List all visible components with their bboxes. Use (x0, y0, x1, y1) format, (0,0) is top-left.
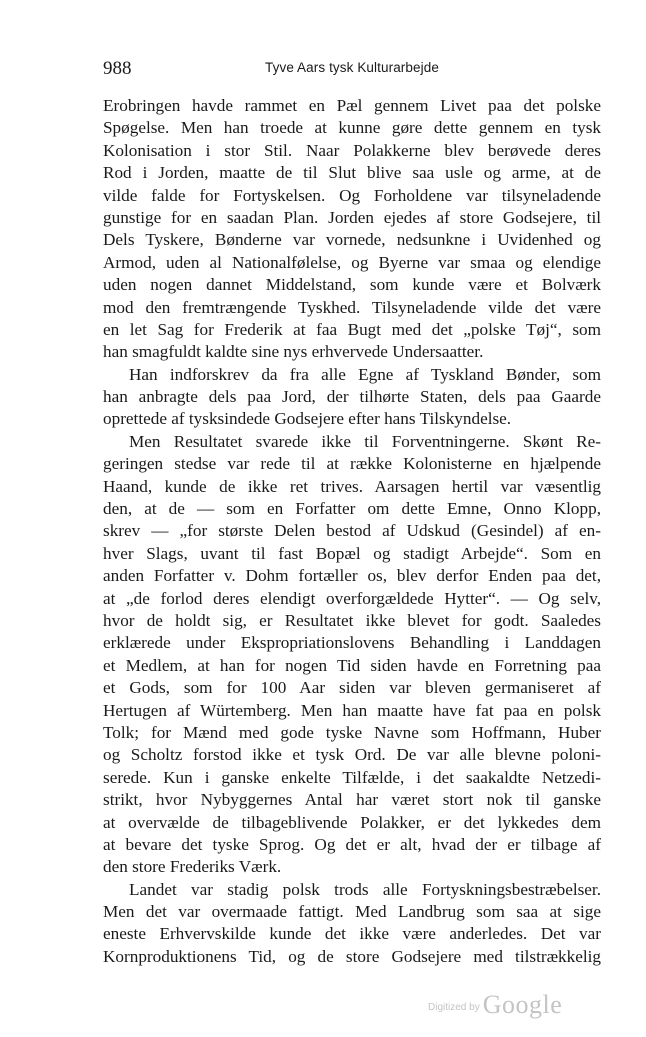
google-logo: Google (482, 990, 563, 1019)
text-line: en let Sag for Frederik at faa Bugt med det „polske Tøj“, som (103, 319, 601, 339)
text-line: uden nogen dannet Middelstand, som kunde være et Bolværk (103, 275, 601, 295)
text-line: Rod i Jorden, maatte de til Slut blive saa usle og arme, at de (103, 163, 601, 183)
text-line: Han indforskrev da fra alle Egne af Tyskland Bønder, som (129, 364, 601, 384)
text-line: Kolonisation i stor Stil. Naar Polakkerne blev berøvede deres (103, 140, 601, 160)
text-line: hvor de holdt sig, er Resultatet ikke blevet for godt. Saaledes (103, 610, 601, 630)
text-line: Men det var overmaade fattigt. Med Landbrug som saa at sige (103, 902, 601, 922)
text-line: Haand, kunde de ikke ret trives. Aarsagen hertil var væsentlig (103, 476, 601, 496)
text-line: Erobringen havde rammet en Pæl gennem Livet paa det polske (103, 96, 601, 115)
text-line: gunstige for en saadan Plan. Jorden ejedes af store Godsejere, til (103, 207, 601, 227)
text-line: den store Frederiks Værk. (103, 857, 282, 877)
text-line: Landet var stadig polsk trods alle Fortyskningsbestræbelser. (129, 879, 601, 899)
text-line: han smagfuldt kaldte sine nys erhvervede Undersaatter. (103, 342, 484, 362)
text-line: at „de forlod deres elendigt overforgældede Hytter“. — Og selv, (103, 588, 601, 608)
body-text (103, 95, 601, 968)
text-line: et Medlem, at han for nogen Tid siden havde en Forretning paa (103, 655, 601, 675)
text-line: geringen stedse var rede til at række Kolonisterne en hjælpende (103, 454, 601, 474)
text-line: oprettede af tysksindede Godsejere efter hans Tilskyndelse. (103, 409, 512, 429)
text-line: vilde falde for Fortyskelsen. Og Forholdene var tilsyneladende (103, 185, 601, 205)
text-line: skrev — „for største Delen bestod af Udskud (Gesindel) af en- (103, 521, 601, 541)
digitized-by-google-watermark (428, 990, 562, 1020)
text-line: Tolk; for Mænd med gode tyske Navne som Hoffmann, Huber (103, 722, 601, 742)
text-line: serede. Kun i ganske enkelte Tilfælde, i det saakaldte Netzedi- (103, 767, 601, 787)
text-line: et Gods, som for 100 Aar siden var bleven germaniseret af (103, 678, 601, 698)
text-line: og Scholtz forstod ikke et tysk Ord. De var alle blevne poloni- (103, 745, 601, 765)
page-number: 988 (103, 58, 132, 79)
text-line: Hertugen af Würtemberg. Men han maatte have fat paa en polsk (103, 700, 601, 720)
text-line: mod den fremtrængende Tyskhed. Tilsyneladende vilde det være (103, 297, 601, 317)
text-line: Men Resultatet svarede ikke til Forventningerne. Skønt Re- (129, 431, 601, 451)
text-line: den, at de — som en Forfatter om dette Emne, Onno Klopp, (103, 499, 601, 519)
text-line: hver Slags, uvant til fast Bopæl og stadigt Arbejde“. Som en (103, 543, 601, 563)
text-line: han anbragte dels paa Jord, der tilhørte Staten, dels paa Gaarde (103, 387, 601, 407)
text-line: eneste Erhvervskilde kunde det ikke være anderledes. Det var (103, 924, 601, 944)
text-line: at overvælde de tilbageblivende Polakker, er det lykkedes dem (103, 812, 601, 832)
text-line: Dels Tyskere, Bønderne var vornede, nedsunkne i Uvidenhed og (103, 230, 601, 250)
text-line: anden Forfatter v. Dohm fortæller os, blev derfor Enden paa det, (103, 566, 601, 586)
page-header (103, 58, 601, 82)
text-line: strikt, hvor Nybyggernes Antal har været stort nok til ganske (103, 790, 601, 810)
text-line: at bevare det tyske Sprog. Og det er alt, hvad der er tilbage af (103, 834, 601, 854)
text-line: Kornproduktionens Tid, og de store Godsejere med tilstrækkelig (103, 946, 601, 966)
text-line: Armod, uden al Nationalfølelse, og Byerne var smaa og elendige (103, 252, 601, 272)
watermark-caption: Digitized by (428, 1002, 480, 1013)
text-line: erklærede under Ekspropriationslovens Behandling i Landdagen (103, 633, 601, 653)
running-title: Tyve Aars tysk Kulturarbejde (265, 60, 439, 75)
text-line: Spøgelse. Men han troede at kunne gøre dette gennem en tysk (103, 118, 601, 138)
